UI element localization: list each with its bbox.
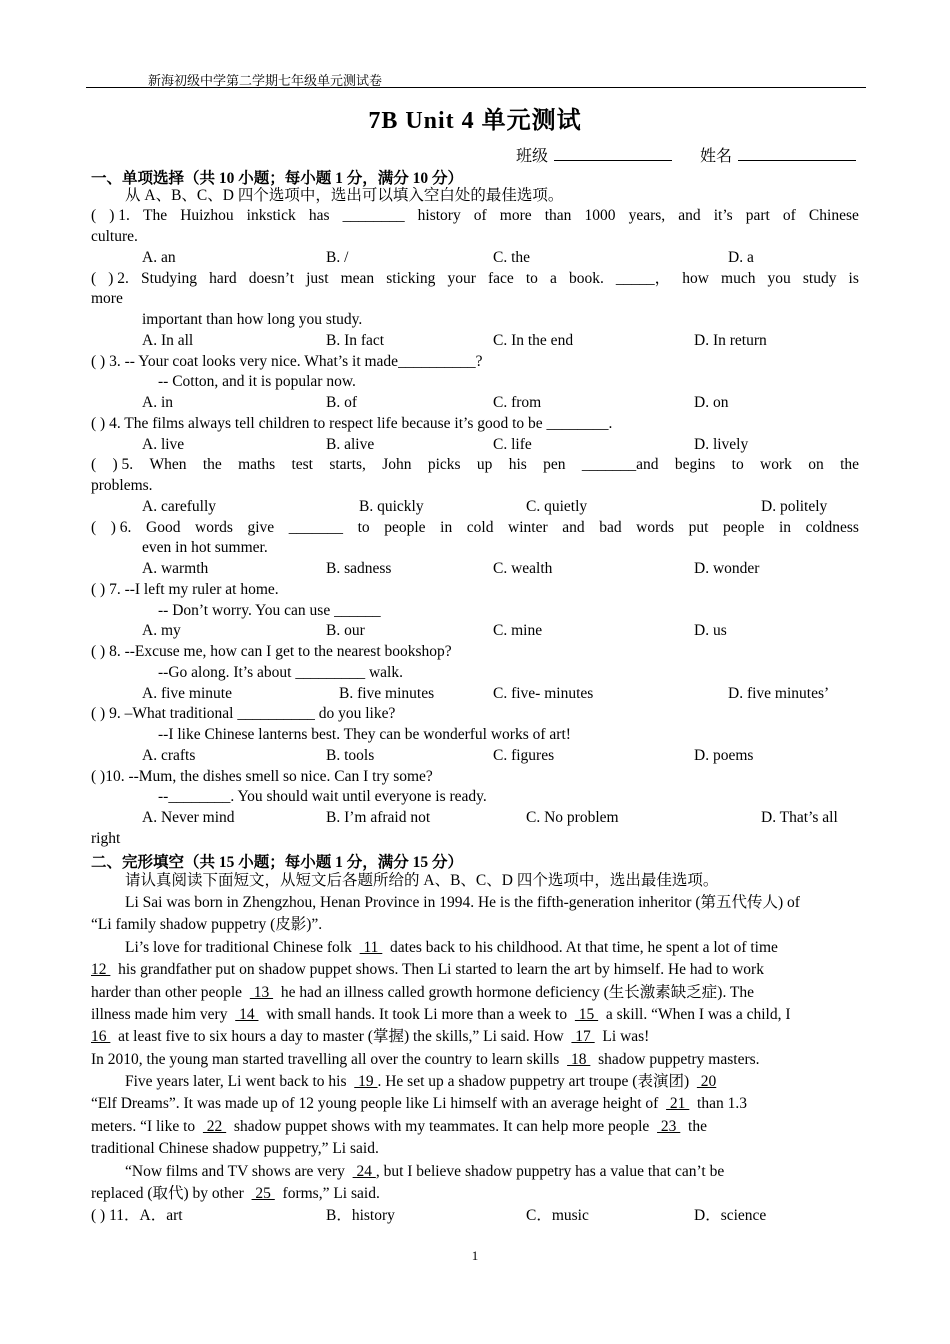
q4-option-d[interactable]: D. lively bbox=[694, 436, 749, 453]
q11-option-a[interactable]: ( ) 11．A．art bbox=[91, 1207, 183, 1224]
q10-option-d-tail: right bbox=[91, 830, 121, 847]
page-number: 1 bbox=[471, 1248, 479, 1263]
q7-option-b[interactable]: B. our bbox=[326, 622, 365, 639]
class-label: 班级 bbox=[516, 148, 549, 165]
passage-p2-line1: Li’s love for traditional Chinese folk 11 dates back to his childhood. At that time, he spent a lot of time bbox=[125, 939, 778, 956]
q8-option-c[interactable]: C. five- minutes bbox=[493, 685, 594, 702]
passage-p4-line1: “Now films and TV shows are very 24 , but I believe shadow puppetry has a value that can’t be bbox=[125, 1163, 725, 1180]
blank-17[interactable]: 17 bbox=[571, 1028, 595, 1045]
q2-cont2: important than how long you study. bbox=[142, 311, 363, 328]
section2-instruction: 请认真阅读下面短文，从短文后各题所给的 A、B、C、D 四个选项中，选出最佳选项。 bbox=[125, 872, 719, 889]
blank-19[interactable]: 19 bbox=[354, 1073, 378, 1090]
blank-24[interactable]: 24 bbox=[352, 1163, 376, 1180]
blank-21[interactable]: 21 bbox=[666, 1095, 690, 1112]
q11-option-c[interactable]: C．music bbox=[526, 1207, 589, 1224]
class-blank[interactable] bbox=[554, 146, 672, 161]
blank-15[interactable]: 15 bbox=[574, 1006, 599, 1023]
q10-stem: ( )10. --Mum, the dishes smell so nice. Can I try some? bbox=[91, 768, 433, 785]
passage-p2-line4: illness made him very 14 with small hands. It took Li more than a week to 15 a skill. “When I was a child, I bbox=[91, 1006, 791, 1023]
passage-p3-line3: meters. “I like to 22 shadow puppet shows with my teammates. It can help more people 23 the bbox=[91, 1118, 707, 1135]
name-label: 姓名 bbox=[700, 148, 733, 165]
passage-p1-line2: “Li family shadow puppetry (皮影)”. bbox=[91, 916, 323, 933]
q2-option-c[interactable]: C. In the end bbox=[493, 332, 574, 349]
q7-option-c[interactable]: C. mine bbox=[493, 622, 543, 639]
q7-cont: -- Don’t worry. You can use ______ bbox=[158, 602, 381, 619]
q1-stem: ( ) 1. The Huizhou inkstick has ________ history of more than 1000 years, and it’s part of Chinese bbox=[91, 207, 859, 224]
q9-option-d[interactable]: D. poems bbox=[694, 747, 754, 764]
q4-option-c[interactable]: C. life bbox=[493, 436, 532, 453]
q7-option-d[interactable]: D. us bbox=[694, 622, 727, 639]
q8-option-d[interactable]: D. five minutes’ bbox=[728, 685, 830, 702]
q6-option-d[interactable]: D. wonder bbox=[694, 560, 760, 577]
blank-18[interactable]: 18 bbox=[567, 1051, 591, 1068]
page-header: 新海初级中学第二学期七年级单元测试卷 bbox=[148, 73, 383, 88]
q10-option-c[interactable]: C. No problem bbox=[526, 809, 619, 826]
q3-stem: ( ) 3. -- Your coat looks very nice. What’s it made__________? bbox=[91, 353, 483, 370]
q10-option-d[interactable]: D. That’s all bbox=[761, 809, 838, 826]
passage-p2-line5: 16 at least five to six hours a day to master (掌握) the skills,” Li said. How 17 Li was! bbox=[91, 1028, 650, 1045]
student-info-line bbox=[516, 143, 880, 166]
q6-option-c[interactable]: C. wealth bbox=[493, 560, 553, 577]
name-blank[interactable] bbox=[738, 146, 856, 161]
header-rule bbox=[86, 87, 866, 88]
q10-option-a[interactable]: A. Never mind bbox=[142, 809, 235, 826]
blank-16[interactable]: 16 bbox=[91, 1028, 111, 1045]
passage-p2-line3: harder than other people 13 he had an illness called growth hormone deficiency (生长激素缺乏症). The bbox=[91, 984, 755, 1001]
q3-option-c[interactable]: C. from bbox=[493, 394, 542, 411]
q3-option-d[interactable]: D. on bbox=[694, 394, 729, 411]
q9-option-c[interactable]: C. figures bbox=[493, 747, 555, 764]
passage-p3-line2: “Elf Dreams”. It was made up of 12 young people like Li himself with an average height of 21 than 1.3 bbox=[91, 1095, 747, 1112]
q1-option-d[interactable]: D. a bbox=[728, 249, 754, 266]
q5-stem: ( ) 5. When the maths test starts, John picks up his pen _______and begins to work on the bbox=[91, 456, 859, 473]
q9-option-a[interactable]: A. crafts bbox=[142, 747, 196, 764]
passage-p4-line2: replaced (取代) by other 25 forms,” Li said. bbox=[91, 1185, 380, 1202]
passage-p3-line1: Five years later, Li went back to his 19 . He set up a shadow puppetry art troupe (表演团) 20 bbox=[125, 1073, 717, 1090]
q4-option-b[interactable]: B. alive bbox=[326, 436, 375, 453]
q4-option-a[interactable]: A. live bbox=[142, 436, 185, 453]
q9-option-b[interactable]: B. tools bbox=[326, 747, 375, 764]
blank-23[interactable]: 23 bbox=[657, 1118, 681, 1135]
q11-option-b[interactable]: B．history bbox=[326, 1207, 395, 1224]
q8-cont: --Go along. It’s about _________ walk. bbox=[158, 664, 403, 681]
section1-instruction: 从 A、B、C、D 四个选项中，选出可以填入空白处的最佳选项。 bbox=[125, 187, 564, 204]
q4-stem: ( ) 4. The films always tell children to respect life because it’s good to be ________. bbox=[91, 415, 613, 432]
q3-option-b[interactable]: B. of bbox=[326, 394, 357, 411]
q6-option-a[interactable]: A. warmth bbox=[142, 560, 209, 577]
q5-cont: problems. bbox=[91, 477, 153, 494]
q3-cont: -- Cotton, and it is popular now. bbox=[158, 373, 356, 390]
q9-stem: ( ) 9. –What traditional __________ do you like? bbox=[91, 705, 396, 722]
section1-heading: 一、单项选择（共 10 小题；每小题 1 分，满分 10 分） bbox=[91, 170, 464, 187]
q3-option-a[interactable]: A. in bbox=[142, 394, 173, 411]
q6-cont: even in hot summer. bbox=[142, 539, 268, 556]
passage-p2-line6: In 2010, the young man started travelling all over the country to learn skills 18 shadow puppetry masters. bbox=[91, 1051, 760, 1068]
blank-13[interactable]: 13 bbox=[249, 984, 274, 1001]
q8-option-a[interactable]: A. five minute bbox=[142, 685, 232, 702]
blank-20[interactable]: 20 bbox=[696, 1073, 717, 1090]
q5-option-d[interactable]: D. politely bbox=[761, 498, 828, 515]
blank-22[interactable]: 22 bbox=[202, 1118, 227, 1135]
passage-p1-line1: Li Sai was born in Zhengzhou, Henan Province in 1994. He is the fifth-generation inheritor (第五代传人) of bbox=[125, 894, 800, 911]
q2-option-b[interactable]: B. In fact bbox=[326, 332, 385, 349]
q5-option-b[interactable]: B. quickly bbox=[359, 498, 424, 515]
page-title: 7B Unit 4 单元测试 bbox=[368, 108, 582, 134]
passage-p2-line2: 12 his grandfather put on shadow puppet shows. Then Li started to learn the art by himself. He had to work bbox=[91, 961, 764, 978]
q10-option-b[interactable]: B. I’m afraid not bbox=[326, 809, 431, 826]
blank-25[interactable]: 25 bbox=[251, 1185, 275, 1202]
q5-option-c[interactable]: C. quietly bbox=[526, 498, 588, 515]
blank-12[interactable]: 12 bbox=[91, 961, 111, 978]
q7-stem: ( ) 7. --I left my ruler at home. bbox=[91, 581, 279, 598]
q10-cont: --________. You should wait until everyone is ready. bbox=[158, 788, 487, 805]
q8-option-b[interactable]: B. five minutes bbox=[339, 685, 435, 702]
blank-11[interactable]: 11 bbox=[359, 939, 383, 956]
q1-option-c[interactable]: C. the bbox=[493, 249, 531, 266]
q2-option-d[interactable]: D. In return bbox=[694, 332, 767, 349]
q6-option-b[interactable]: B. sadness bbox=[326, 560, 392, 577]
blank-14[interactable]: 14 bbox=[235, 1006, 259, 1023]
passage-p3-line4: traditional Chinese shadow puppetry,” Li said. bbox=[91, 1140, 379, 1157]
q5-option-a[interactable]: A. carefully bbox=[142, 498, 217, 515]
q8-stem: ( ) 8. --Excuse me, how can I get to the nearest bookshop? bbox=[91, 643, 452, 660]
q9-cont: --I like Chinese lanterns best. They can be wonderful works of art! bbox=[158, 726, 571, 743]
q1-cont: culture. bbox=[91, 228, 138, 245]
q1-option-a[interactable]: A. an bbox=[142, 249, 176, 266]
q1-option-b[interactable]: B. / bbox=[326, 249, 349, 266]
q6-stem: ( ) 6. Good words give _______ to people in cold winter and bad words put people in coldness bbox=[91, 519, 859, 536]
section2-heading: 二、完形填空（共 15 小题；每小题 1 分，满分 15 分） bbox=[91, 854, 464, 871]
q11-option-d[interactable]: D．science bbox=[694, 1207, 767, 1224]
q7-option-a[interactable]: A. my bbox=[142, 622, 181, 639]
q2-stem: ( ) 2. Studying hard doesn’t just mean sticking your face to a book. _____， how much you study is bbox=[91, 270, 859, 287]
q2-option-a[interactable]: A. In all bbox=[142, 332, 194, 349]
q2-cont: more bbox=[91, 290, 123, 307]
